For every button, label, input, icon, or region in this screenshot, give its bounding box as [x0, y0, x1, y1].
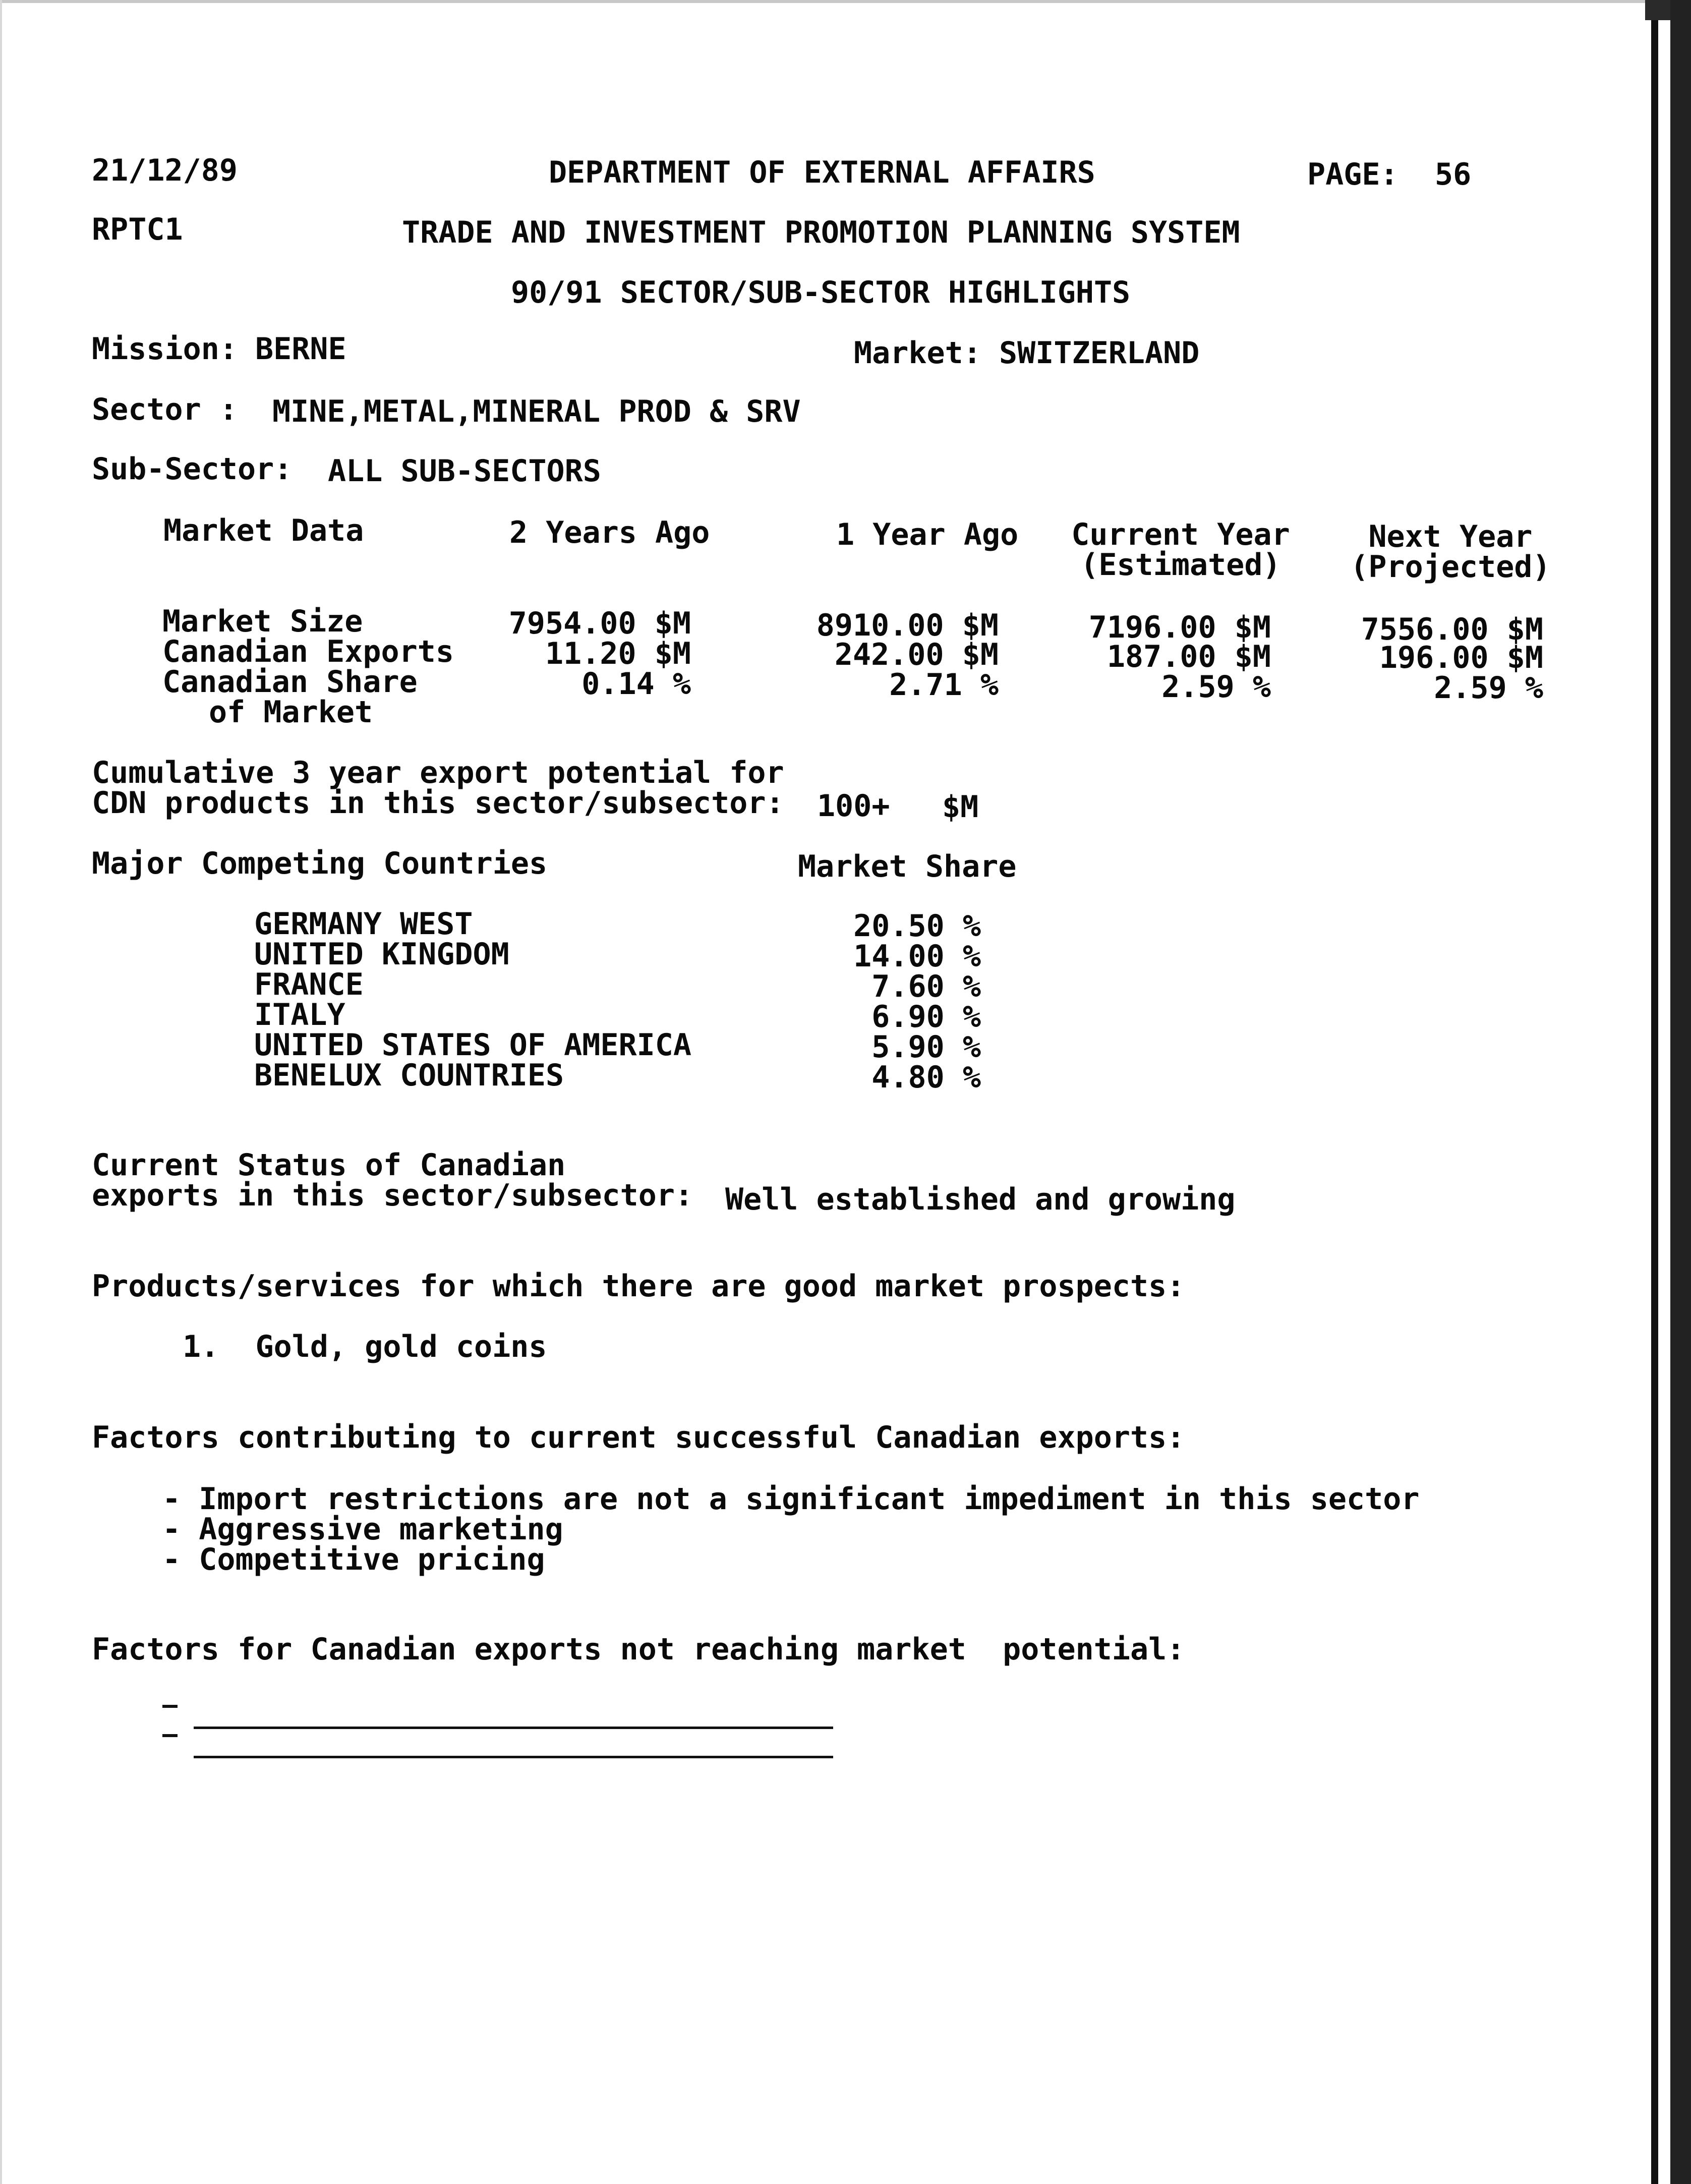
scan-top-edge: [0, 0, 1645, 3]
market-share-label: Market Share: [798, 849, 1017, 884]
row-label-canadian-exports: Canadian Exports: [162, 634, 454, 669]
competitor-share: 6.90 %: [871, 999, 981, 1034]
subsector-label: Sub-Sector:: [92, 451, 293, 487]
canadian-share-next-year: 2.59 %: [1434, 670, 1543, 706]
canadian-exports-next-year: 196.00 $M: [1379, 640, 1543, 675]
department-name: DEPARTMENT OF EXTERNAL AFFAIRS: [549, 155, 1095, 190]
factors-not-label: Factors for Canadian exports not reaching market potential:: [92, 1632, 1185, 1667]
table-header-projected: (Projected): [1350, 549, 1551, 585]
factors-success-label: Factors contributing to current successful Canadian exports:: [92, 1420, 1185, 1455]
row-label-market-size: Market Size: [162, 604, 363, 639]
product-item: 1. Gold, gold coins: [183, 1329, 547, 1364]
market-size-current-year: 7196.00 $M: [1088, 610, 1271, 645]
canadian-share-current-year: 2.59 %: [1161, 669, 1271, 705]
status-line-2: exports in this sector/subsector:: [92, 1178, 693, 1213]
table-header-current-year: Current Year: [1071, 517, 1290, 552]
competitor-country: GERMANY WEST: [254, 906, 473, 942]
cumulative-line-2: CDN products in this sector/subsector:: [92, 785, 784, 821]
cumulative-line-1: Cumulative 3 year export potential for: [92, 755, 784, 790]
sector-label: Sector :: [92, 392, 238, 427]
market-size-2-years-ago: 7954.00 $M: [508, 606, 691, 641]
canadian-exports-2-years-ago: 11.20 $M: [545, 636, 691, 671]
row-label-canadian-share: Canadian Share: [162, 664, 418, 700]
mission-label: Mission:: [92, 331, 238, 367]
scan-right-border: [1645, 0, 1691, 2184]
scan-left-edge: [0, 0, 2, 2184]
canadian-share-1-year-ago: 2.71 %: [889, 667, 999, 703]
canadian-exports-current-year: 187.00 $M: [1106, 639, 1271, 674]
row-label-of-market: of Market: [209, 695, 373, 730]
competitor-country: UNITED STATES OF AMERICA: [254, 1027, 691, 1063]
table-header-label: Market Data: [163, 513, 364, 548]
system-title: TRADE AND INVESTMENT PROMOTION PLANNING SYSTEM: [402, 215, 1240, 250]
competitor-country: UNITED KINGDOM: [254, 937, 509, 972]
blank-item-dash: [162, 1705, 178, 1708]
table-header-1-year-ago: 1 Year Ago: [836, 517, 1019, 552]
mission-value: BERNE: [255, 331, 346, 367]
market-label: Market:: [854, 335, 981, 371]
status-line-1: Current Status of Canadian: [92, 1147, 566, 1183]
competitor-share: 7.60 %: [871, 969, 981, 1004]
cumulative-unit: $M: [942, 789, 979, 825]
table-header-2-years-ago: 2 Years Ago: [509, 515, 710, 550]
products-label: Products/services for which there are good market prospects:: [92, 1269, 1185, 1304]
factor-item: - Aggressive marketing: [162, 1512, 563, 1547]
blank-item-line: [194, 1756, 833, 1758]
competitor-share: 20.50 %: [853, 908, 981, 944]
report-subtitle: 90/91 SECTOR/SUB-SECTOR HIGHLIGHTS: [511, 275, 1131, 310]
canadian-exports-1-year-ago: 242.00 $M: [834, 637, 999, 672]
competitor-country: FRANCE: [254, 967, 364, 1002]
market-value: SWITZERLAND: [999, 335, 1200, 371]
table-header-estimated: (Estimated): [1080, 547, 1281, 583]
factor-item: - Import restrictions are not a significant impediment in this sector: [162, 1481, 1420, 1517]
report-date: 21/12/89: [92, 153, 238, 188]
competitor-share: 4.80 %: [871, 1060, 981, 1095]
blank-item-line: [194, 1727, 833, 1729]
page-number: 56: [1435, 157, 1472, 192]
competitor-country: BENELUX COUNTRIES: [254, 1058, 564, 1093]
sector-value: MINE,METAL,MINERAL PROD & SRV: [272, 394, 801, 429]
subsector-value: ALL SUB-SECTORS: [328, 453, 601, 489]
competitor-share: 5.90 %: [871, 1029, 981, 1065]
competitor-share: 14.00 %: [853, 939, 981, 974]
blank-item-dash: [162, 1734, 178, 1737]
market-size-1-year-ago: 8910.00 $M: [816, 608, 999, 643]
market-size-next-year: 7556.00 $M: [1361, 612, 1543, 647]
competitors-label: Major Competing Countries: [92, 846, 548, 881]
page-label: PAGE:: [1307, 157, 1398, 192]
competitor-country: ITALY: [254, 997, 345, 1032]
status-value: Well established and growing: [725, 1182, 1236, 1217]
report-code: RPTC1: [92, 212, 183, 247]
factor-item: - Competitive pricing: [162, 1542, 545, 1577]
canadian-share-2-years-ago: 0.14 %: [581, 666, 691, 702]
table-header-next-year: Next Year: [1368, 519, 1533, 554]
cumulative-value: 100+: [817, 788, 890, 824]
